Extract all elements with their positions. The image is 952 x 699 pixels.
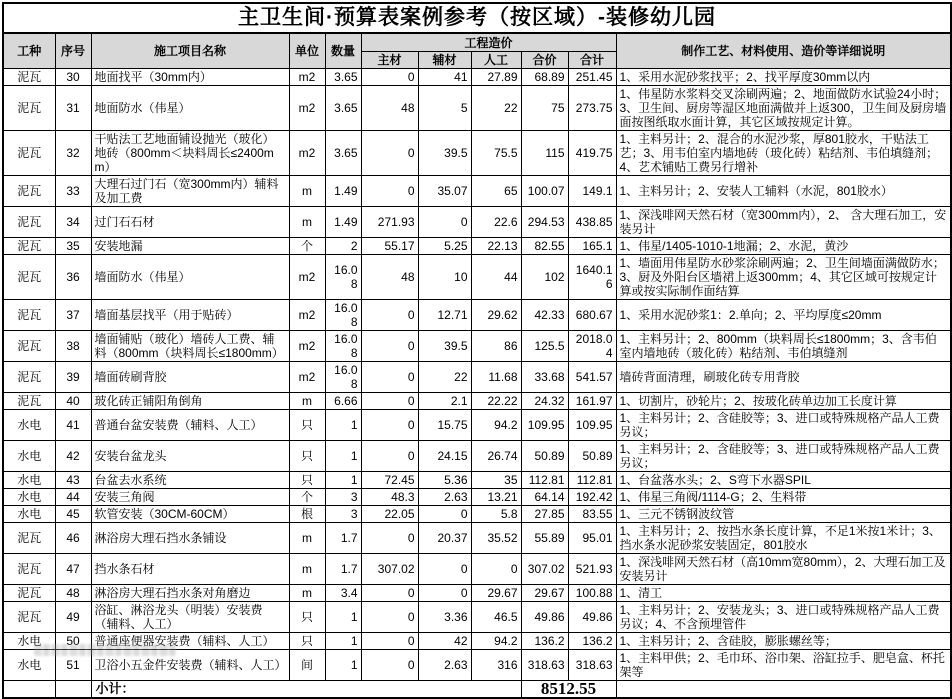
- table-row: [3, 238, 951, 255]
- cell-qty[interactable]: 1.49: [325, 176, 361, 207]
- table-row: [3, 362, 951, 393]
- table-row: [3, 255, 951, 300]
- cell-unit[interactable]: m: [289, 393, 325, 410]
- cell-project-name[interactable]: 大理石过门石（宽300mm内）辅料及加工费: [91, 176, 289, 207]
- cell-labor[interactable]: 22.6: [471, 207, 521, 238]
- cell-project-name[interactable]: 安装台盆龙头: [91, 441, 289, 472]
- cell-qty[interactable]: 1: [325, 633, 361, 650]
- cell-description[interactable]: 1、主料另计；2、800mm（块料周长≤1800mm；3、含韦伯室内墙地砖（玻化砖）粘结剂、韦伯填缝剂: [616, 331, 951, 362]
- cell-line-sum[interactable]: 42.33: [521, 300, 568, 331]
- cell-line-sum[interactable]: 112.81: [521, 472, 568, 489]
- cell-main-material[interactable]: 48: [361, 86, 418, 131]
- cell-unit[interactable]: m: [289, 176, 325, 207]
- cell-aux-material[interactable]: 22: [418, 362, 471, 393]
- cell-aux-material[interactable]: 0: [418, 207, 471, 238]
- cell-aux-material[interactable]: 24.15: [418, 441, 471, 472]
- cell-seq[interactable]: 46: [55, 523, 91, 554]
- cell-unit[interactable]: m2: [289, 331, 325, 362]
- cell-line-total[interactable]: 50.89: [568, 441, 616, 472]
- cell-aux-material[interactable]: 41: [418, 69, 471, 86]
- cell-line-total[interactable]: 541.57: [568, 362, 616, 393]
- cell-labor[interactable]: 13.21: [471, 489, 521, 506]
- cell-description[interactable]: 1、主料另计；2、混合的水泥沙浆，厚801胶水，干贴法工艺；3、用韦伯室内墙地砖（玻化砖）粘结剂、韦伯填缝剂；4、艺术铺贴工费另行增补: [616, 131, 951, 176]
- cell-line-total[interactable]: 100.88: [568, 585, 616, 602]
- cell-seq[interactable]: 49: [55, 602, 91, 633]
- table-row: [3, 410, 951, 441]
- header-labor[interactable]: 人工: [471, 52, 521, 69]
- cell-line-sum[interactable]: 125.5: [521, 331, 568, 362]
- cell-trade[interactable]: 泥瓦: [3, 585, 55, 602]
- cell-seq[interactable]: 51: [55, 650, 91, 681]
- cell-unit[interactable]: m2: [289, 362, 325, 393]
- cell-line-sum[interactable]: 75: [521, 86, 568, 131]
- cell-line-sum[interactable]: 27.85: [521, 506, 568, 523]
- cell-seq[interactable]: 45: [55, 506, 91, 523]
- cell-main-material[interactable]: 0: [361, 69, 418, 86]
- header-trade[interactable]: 工种: [3, 33, 55, 69]
- cell-trade[interactable]: 泥瓦: [3, 602, 55, 633]
- cell-project-name[interactable]: 普通台盆安装费（辅料、人工）: [91, 410, 289, 441]
- cell-trade[interactable]: 泥瓦: [3, 69, 55, 86]
- cell-line-sum[interactable]: 33.68: [521, 362, 568, 393]
- cell-qty[interactable]: 3.65: [325, 131, 361, 176]
- cell-project-name[interactable]: 挡水条石材: [91, 554, 289, 585]
- cell-description[interactable]: 1、主料另计；2、按挡水条长度计算，不足1米按1米计；3、挡水条水泥砂浆安装固定，801胶水: [616, 523, 951, 554]
- cell-main-material[interactable]: 0: [361, 633, 418, 650]
- cell-description[interactable]: 1、伟星/1405-1010-1地漏；2、水泥，黄沙: [616, 238, 951, 255]
- cell-line-total[interactable]: 192.42: [568, 489, 616, 506]
- cell-line-total[interactable]: 680.67: [568, 300, 616, 331]
- cell-aux-material[interactable]: 39.5: [418, 331, 471, 362]
- cell-unit[interactable]: 只: [289, 410, 325, 441]
- cell-seq[interactable]: 34: [55, 207, 91, 238]
- cell-unit[interactable]: m2: [289, 69, 325, 86]
- cell-aux-material[interactable]: 0: [418, 506, 471, 523]
- cell-description[interactable]: 1、台盆落水头；2、S弯下水器SPIL: [616, 472, 951, 489]
- budget-table: [2, 2, 952, 699]
- table-body: [3, 69, 951, 681]
- cell-unit[interactable]: m: [289, 523, 325, 554]
- table-row: [3, 207, 951, 238]
- cell-description[interactable]: 1、采用水泥砂浆找平；2、找平厚度30mm以内: [616, 69, 951, 86]
- cell-labor[interactable]: 35.52: [471, 523, 521, 554]
- cell-main-material[interactable]: 0: [361, 585, 418, 602]
- cell-line-sum[interactable]: 64.14: [521, 489, 568, 506]
- cell-line-total[interactable]: 112.81: [568, 472, 616, 489]
- cell-main-material[interactable]: 22.05: [361, 506, 418, 523]
- cell-aux-material[interactable]: 10: [418, 255, 471, 300]
- table-row: [3, 300, 951, 331]
- cell-qty[interactable]: 3.4: [325, 585, 361, 602]
- cell-project-name[interactable]: 软管安装（30CM-60CM）: [91, 506, 289, 523]
- cell-line-sum[interactable]: 68.89: [521, 69, 568, 86]
- cell-line-sum[interactable]: 29.67: [521, 585, 568, 602]
- cell-labor[interactable]: 29.62: [471, 300, 521, 331]
- cell-trade[interactable]: 泥瓦: [3, 207, 55, 238]
- cell-qty[interactable]: 1: [325, 650, 361, 681]
- cell-line-total[interactable]: 438.85: [568, 207, 616, 238]
- cell-line-total[interactable]: 161.97: [568, 393, 616, 410]
- table-row: [3, 633, 951, 650]
- cell-labor[interactable]: 35: [471, 472, 521, 489]
- cell-trade[interactable]: 泥瓦: [3, 523, 55, 554]
- cell-main-material[interactable]: 0: [361, 176, 418, 207]
- cell-line-sum[interactable]: 136.2: [521, 633, 568, 650]
- cell-aux-material[interactable]: 15.75: [418, 410, 471, 441]
- cell-qty[interactable]: 16.08: [325, 255, 361, 300]
- cell-main-material[interactable]: 271.93: [361, 207, 418, 238]
- cell-labor[interactable]: 316: [471, 650, 521, 681]
- subtotal-label[interactable]: 小计：: [91, 681, 521, 699]
- cell-labor[interactable]: 75.5: [471, 131, 521, 176]
- cell-seq[interactable]: 37: [55, 300, 91, 331]
- cell-line-total[interactable]: 95.01: [568, 523, 616, 554]
- cell-aux-material[interactable]: 42: [418, 633, 471, 650]
- cell-description[interactable]: 1、三元不锈钢波纹管: [616, 506, 951, 523]
- header-line-sum[interactable]: 合价: [521, 52, 568, 69]
- cell-line-total[interactable]: 318.63: [568, 650, 616, 681]
- cell-description[interactable]: 1、深浅啡网天然石材（高10mm宽80mm），2、大理石加工及安装另计: [616, 554, 951, 585]
- cell-description[interactable]: 1、清工: [616, 585, 951, 602]
- cell-line-total[interactable]: 273.75: [568, 86, 616, 131]
- header-row-top: [3, 33, 951, 52]
- cell-seq[interactable]: 48: [55, 585, 91, 602]
- cell-labor[interactable]: 22: [471, 86, 521, 131]
- cell-project-name[interactable]: 地面防水（伟星）: [91, 86, 289, 131]
- cell-trade[interactable]: 泥瓦: [3, 176, 55, 207]
- cell-trade[interactable]: 水电: [3, 633, 55, 650]
- table-row: [3, 650, 951, 681]
- cell-labor[interactable]: 46.5: [471, 602, 521, 633]
- cell-qty[interactable]: 16.08: [325, 331, 361, 362]
- header-unit[interactable]: 单位: [289, 33, 325, 69]
- table-row: [3, 585, 951, 602]
- cell-project-name[interactable]: 干贴法工艺地面铺设抛光（玻化）地砖（800mm＜块料周长≤2400mm）: [91, 131, 289, 176]
- cell-main-material[interactable]: 55.17: [361, 238, 418, 255]
- cell-unit[interactable]: m: [289, 585, 325, 602]
- cell-line-sum[interactable]: 109.95: [521, 410, 568, 441]
- cell-seq[interactable]: 47: [55, 554, 91, 585]
- cell-seq[interactable]: 32: [55, 131, 91, 176]
- cell-line-total[interactable]: 136.2: [568, 633, 616, 650]
- cell-line-total[interactable]: 49.86: [568, 602, 616, 633]
- cell-line-sum[interactable]: 307.02: [521, 554, 568, 585]
- cell-unit[interactable]: 根: [289, 506, 325, 523]
- cell-project-name[interactable]: 淋浴房大理石挡水条对角磨边: [91, 585, 289, 602]
- cell-trade[interactable]: 泥瓦: [3, 131, 55, 176]
- cell-aux-material[interactable]: 2.63: [418, 650, 471, 681]
- cell-labor[interactable]: 11.68: [471, 362, 521, 393]
- sheet-title[interactable]: 主卫生间·预算表案例参考（按区域）-装修幼儿园: [3, 3, 951, 33]
- cell-project-name[interactable]: 浴缸、淋浴龙头（明装）安装费（辅料、人工）: [91, 602, 289, 633]
- cell-line-sum[interactable]: 102: [521, 255, 568, 300]
- cell-qty[interactable]: 3: [325, 506, 361, 523]
- cell-description[interactable]: 墙砖背面清理，刷玻化砖专用背胶: [616, 362, 951, 393]
- cell-trade[interactable]: 水电: [3, 650, 55, 681]
- subtotal-value[interactable]: 8512.55: [521, 681, 616, 699]
- cell-aux-material[interactable]: 3.36: [418, 602, 471, 633]
- cell-aux-material[interactable]: 12.71: [418, 300, 471, 331]
- cell-trade[interactable]: 水电: [3, 441, 55, 472]
- cell-qty[interactable]: 1.7: [325, 523, 361, 554]
- header-aux-material[interactable]: 辅材: [418, 52, 471, 69]
- cell-main-material[interactable]: 307.02: [361, 554, 418, 585]
- cell-aux-material[interactable]: 2.63: [418, 489, 471, 506]
- cell-line-sum[interactable]: 100.07: [521, 176, 568, 207]
- cell-qty[interactable]: 2: [325, 238, 361, 255]
- cell-line-total[interactable]: 521.93: [568, 554, 616, 585]
- cell-line-sum[interactable]: 115: [521, 131, 568, 176]
- cell-labor[interactable]: 5.8: [471, 506, 521, 523]
- cell-seq[interactable]: 39: [55, 362, 91, 393]
- table-row: [3, 393, 951, 410]
- cell-unit[interactable]: 只: [289, 472, 325, 489]
- table-row: [3, 602, 951, 633]
- cell-main-material[interactable]: 0: [361, 300, 418, 331]
- cell-unit[interactable]: m2: [289, 86, 325, 131]
- cell-labor[interactable]: 65: [471, 176, 521, 207]
- cell-seq[interactable]: 30: [55, 69, 91, 86]
- cell-labor[interactable]: 86: [471, 331, 521, 362]
- table-row: [3, 331, 951, 362]
- cell-description[interactable]: 1、主料另计；2、含硅胶等；3、进口或特殊规格产品人工费另议；: [616, 410, 951, 441]
- cell-project-name[interactable]: 地面找平（30mm内）: [91, 69, 289, 86]
- cell-line-total[interactable]: 165.1: [568, 238, 616, 255]
- cell-description[interactable]: 1、墙面用伟星防水砂浆涂刷两遍；2、卫生间墙面满做防水；3、厨及外阳台区墙裙上返300mm；4、其它区域可按规定计算或按实际制作面结算: [616, 255, 951, 300]
- cell-project-name[interactable]: 卫浴小五金件安装费（辅料、人工）: [91, 650, 289, 681]
- cell-main-material[interactable]: 48.3: [361, 489, 418, 506]
- cell-qty[interactable]: 1: [325, 410, 361, 441]
- cell-trade[interactable]: 泥瓦: [3, 300, 55, 331]
- cell-description[interactable]: 1、采用水泥砂浆1：2.单向；2、平均厚度≤20mm: [616, 300, 951, 331]
- cell-project-name[interactable]: 墙面铺贴（玻化）墙砖人工费、辅料（800mm（块料周长≤1800mm）: [91, 331, 289, 362]
- title-row: [3, 3, 951, 33]
- cell-unit[interactable]: 只: [289, 633, 325, 650]
- cell-description[interactable]: 1、主料另计；2、含硅胶，膨胀螺丝等；: [616, 633, 951, 650]
- cell-main-material[interactable]: 0: [361, 362, 418, 393]
- cell-line-sum[interactable]: 50.89: [521, 441, 568, 472]
- header-cost-group[interactable]: 工程造价: [361, 33, 616, 52]
- cell-seq[interactable]: 41: [55, 410, 91, 441]
- table-row: [3, 472, 951, 489]
- cell-description[interactable]: 1、深浅啡网天然石材（宽300mm内），2、 含大理石加工，安装另计: [616, 207, 951, 238]
- cell-qty[interactable]: 3.65: [325, 69, 361, 86]
- cell-qty[interactable]: 1.49: [325, 207, 361, 238]
- subtotal-row: [3, 681, 951, 699]
- cell-project-name[interactable]: 过门石石材: [91, 207, 289, 238]
- cell-project-name[interactable]: 安装三角阀: [91, 489, 289, 506]
- cell-trade[interactable]: 泥瓦: [3, 554, 55, 585]
- cell-qty[interactable]: 1: [325, 441, 361, 472]
- cell-project-name[interactable]: 玻化砖正铺阳角倒角: [91, 393, 289, 410]
- table-row: [3, 554, 951, 585]
- table-row: [3, 86, 951, 131]
- cell-unit[interactable]: 个: [289, 238, 325, 255]
- cell-description[interactable]: 1、主料甲供；2、毛巾环、浴巾架、浴缸拉手、肥皂盒、杯托架等: [616, 650, 951, 681]
- table-row: [3, 131, 951, 176]
- cell-description[interactable]: 1、主料另计；2、安装人工辅料（水泥，801胶水）: [616, 176, 951, 207]
- cell-unit[interactable]: 只: [289, 602, 325, 633]
- cell-aux-material[interactable]: 0: [418, 554, 471, 585]
- cell-project-name[interactable]: 台盆去水系统: [91, 472, 289, 489]
- cell-project-name[interactable]: 墙面砖刷背胶: [91, 362, 289, 393]
- cell-seq[interactable]: 43: [55, 472, 91, 489]
- cell-qty[interactable]: 16.08: [325, 362, 361, 393]
- cell-labor[interactable]: 0: [471, 554, 521, 585]
- cell-aux-material[interactable]: 5.36: [418, 472, 471, 489]
- cell-description[interactable]: 1、伟星防水浆料交叉涂刷两遍；2、地面做防水试验24小时；3、卫生间、厨房等湿区地面满做并上返300，卫生间及厨房墙面按图纸取水面计算，其它区域按规定计算。: [616, 86, 951, 131]
- cell-seq[interactable]: 38: [55, 331, 91, 362]
- cell-description[interactable]: 1、主料另计；2、含硅胶等；3、进口或特殊规格产品人工费另议；: [616, 441, 951, 472]
- cell-project-name[interactable]: 普通座便器安装费（辅料、人工）: [91, 633, 289, 650]
- cell-project-name[interactable]: 墙面基层找平（用于贴砖）: [91, 300, 289, 331]
- cell-qty[interactable]: 1.7: [325, 554, 361, 585]
- cell-unit[interactable]: m2: [289, 255, 325, 300]
- cell-seq[interactable]: 33: [55, 176, 91, 207]
- cell-aux-material[interactable]: 0: [418, 585, 471, 602]
- cell-trade[interactable]: 泥瓦: [3, 331, 55, 362]
- cell-unit[interactable]: 个: [289, 489, 325, 506]
- cell-main-material[interactable]: 0: [361, 131, 418, 176]
- cell-line-total[interactable]: 1640.16: [568, 255, 616, 300]
- cell-line-sum[interactable]: 82.55: [521, 238, 568, 255]
- cell-seq[interactable]: 31: [55, 86, 91, 131]
- cell-labor[interactable]: 29.67: [471, 585, 521, 602]
- cell-qty[interactable]: 3.65: [325, 86, 361, 131]
- cell-main-material[interactable]: 0: [361, 410, 418, 441]
- cell-line-sum[interactable]: 49.86: [521, 602, 568, 633]
- cell-qty[interactable]: 16.08: [325, 300, 361, 331]
- cell-seq[interactable]: 40: [55, 393, 91, 410]
- cell-seq[interactable]: 35: [55, 238, 91, 255]
- cell-qty[interactable]: 6.66: [325, 393, 361, 410]
- cell-main-material[interactable]: 0: [361, 331, 418, 362]
- subtotal-empty-seq[interactable]: [55, 681, 91, 699]
- cell-unit[interactable]: m2: [289, 300, 325, 331]
- cell-qty[interactable]: 1: [325, 602, 361, 633]
- table-row: [3, 176, 951, 207]
- table-row: [3, 506, 951, 523]
- cell-line-total[interactable]: 149.1: [568, 176, 616, 207]
- table-row: [3, 523, 951, 554]
- cell-aux-material[interactable]: 5.25: [418, 238, 471, 255]
- cell-line-sum[interactable]: 24.32: [521, 393, 568, 410]
- cell-labor[interactable]: 22.13: [471, 238, 521, 255]
- cell-main-material[interactable]: 0: [361, 523, 418, 554]
- table-row: [3, 489, 951, 506]
- cell-trade[interactable]: 水电: [3, 506, 55, 523]
- header-seq[interactable]: 序号: [55, 33, 91, 69]
- cell-seq[interactable]: 36: [55, 255, 91, 300]
- cell-aux-material[interactable]: 20.37: [418, 523, 471, 554]
- cell-line-sum[interactable]: 294.53: [521, 207, 568, 238]
- cell-line-sum[interactable]: 55.89: [521, 523, 568, 554]
- cell-main-material[interactable]: 0: [361, 393, 418, 410]
- cell-unit[interactable]: m2: [289, 131, 325, 176]
- cell-line-total[interactable]: 109.95: [568, 410, 616, 441]
- cell-main-material[interactable]: 0: [361, 602, 418, 633]
- header-main-material[interactable]: 主材: [361, 52, 418, 69]
- cell-trade[interactable]: 水电: [3, 489, 55, 506]
- cell-line-total[interactable]: 251.45: [568, 69, 616, 86]
- header-line-total[interactable]: 合计: [568, 52, 616, 69]
- cell-line-total[interactable]: 2018.04: [568, 331, 616, 362]
- cell-description[interactable]: 1、伟星三角阀/1114-G；2、生料带: [616, 489, 951, 506]
- cell-seq[interactable]: 50: [55, 633, 91, 650]
- cell-trade[interactable]: 泥瓦: [3, 238, 55, 255]
- cell-main-material[interactable]: 48: [361, 255, 418, 300]
- header-qty[interactable]: 数量: [325, 33, 361, 69]
- table-row: [3, 441, 951, 472]
- cell-line-sum[interactable]: 318.63: [521, 650, 568, 681]
- cell-trade[interactable]: 泥瓦: [3, 393, 55, 410]
- cell-description[interactable]: 1、切割片，砂轮片；2、按玻化砖单边加工长度计算: [616, 393, 951, 410]
- cell-description[interactable]: 1、主料另计；2、安装龙头；3、进口或特殊规格产品人工费另议；4、不含预埋管件: [616, 602, 951, 633]
- cell-qty[interactable]: 1: [325, 472, 361, 489]
- subtotal-empty-desc[interactable]: [616, 681, 951, 699]
- cell-aux-material[interactable]: 2.1: [418, 393, 471, 410]
- cell-labor[interactable]: 27.89: [471, 69, 521, 86]
- cell-qty[interactable]: 3: [325, 489, 361, 506]
- cell-line-total[interactable]: 83.55: [568, 506, 616, 523]
- cell-unit[interactable]: m: [289, 554, 325, 585]
- cell-labor[interactable]: 22.22: [471, 393, 521, 410]
- cell-project-name[interactable]: 淋浴房大理石挡水条铺设: [91, 523, 289, 554]
- cell-unit[interactable]: 只: [289, 441, 325, 472]
- subtotal-empty-trade[interactable]: [3, 681, 55, 699]
- cell-aux-material[interactable]: 39.5: [418, 131, 471, 176]
- cell-project-name[interactable]: 安装地漏: [91, 238, 289, 255]
- cell-aux-material[interactable]: 5: [418, 86, 471, 131]
- cell-trade[interactable]: 泥瓦: [3, 362, 55, 393]
- cell-unit[interactable]: 间: [289, 650, 325, 681]
- cell-labor[interactable]: 94.2: [471, 410, 521, 441]
- cell-trade[interactable]: 水电: [3, 472, 55, 489]
- cell-labor[interactable]: 26.74: [471, 441, 521, 472]
- header-project-name[interactable]: 施工项目名称: [91, 33, 289, 69]
- cell-line-total[interactable]: 419.75: [568, 131, 616, 176]
- table-row: [3, 69, 951, 86]
- cell-main-material[interactable]: 72.45: [361, 472, 418, 489]
- cell-project-name[interactable]: 墙面防水（伟星）: [91, 255, 289, 300]
- cell-trade[interactable]: 水电: [3, 410, 55, 441]
- cell-trade[interactable]: 泥瓦: [3, 255, 55, 300]
- cell-main-material[interactable]: 0: [361, 650, 418, 681]
- cell-seq[interactable]: 42: [55, 441, 91, 472]
- cell-labor[interactable]: 44: [471, 255, 521, 300]
- cell-unit[interactable]: m: [289, 207, 325, 238]
- cell-main-material[interactable]: 0: [361, 441, 418, 472]
- cell-seq[interactable]: 44: [55, 489, 91, 506]
- header-description[interactable]: 制作工艺、材料使用、造价等详细说明: [616, 33, 951, 69]
- cell-trade[interactable]: 泥瓦: [3, 86, 55, 131]
- cell-labor[interactable]: 94.2: [471, 633, 521, 650]
- cell-aux-material[interactable]: 35.07: [418, 176, 471, 207]
